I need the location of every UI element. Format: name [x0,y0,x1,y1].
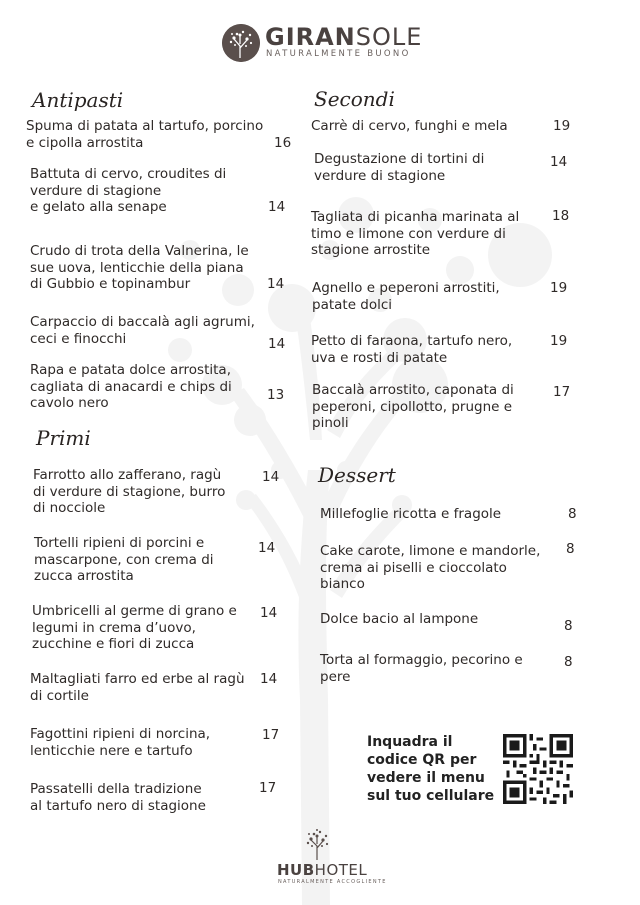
secondi-item-1: Carrè di cervo, funghi e mela [311,118,508,134]
primi-price-1: 14 [262,469,280,485]
dessert-title: Dessert [318,463,396,487]
tree-logo-icon [300,828,334,860]
brand-tagline: NATURALMENTE BUONO [266,49,411,59]
giransole-logo [222,24,422,64]
antipasti-item-3: Crudo di trota della Valnerina, le sue uova, lenticchie della piana di Gubbio e topinambur [30,243,249,292]
secondi-item-5: Petto di faraona, tartufo nero, uva e rosti di patate [311,333,513,366]
antipasti-item-2: Battuta di cervo, croudites di verdure di stagione e gelato alla senape [30,166,227,215]
primi-title: Primi [36,426,91,450]
secondi-item-4: Agnello e peperoni arrostiti, patate dolci [312,280,500,313]
antipasti-item-4: Carpaccio di baccalà agli agrumi, ceci e finocchi [30,314,255,347]
brand-name [265,23,422,51]
secondi-title: Secondi [314,87,395,111]
secondi-item-3: Tagliata di picanha marinata al timo e limone con verdure di stagione arrostite [311,209,520,258]
dessert-price-1: 8 [568,506,577,522]
hub-tagline: NATURALMENTE ACCOGLIENTE [278,879,387,885]
primi-price-3: 14 [260,605,278,621]
dessert-price-3: 8 [564,618,573,634]
dessert-item-4: Torta al formaggio, pecorino e pere [320,652,523,685]
tree-logo-icon [222,24,260,62]
secondi-item-6: Baccalà arrostito, caponata di peperoni, cipollotto, prugne e pinoli [312,382,514,431]
primi-item-4: Maltagliati farro ed erbe al ragù di cortile [30,671,245,704]
antipasti-price-4: 14 [268,336,286,352]
primi-price-2: 14 [258,540,276,556]
antipasti-item-5: Rapa e patata dolce arrostita, cagliata di anacardi e chips di cavolo nero [30,362,232,411]
primi-price-6: 17 [259,780,277,796]
dessert-price-2: 8 [566,541,575,557]
secondi-price-3: 18 [552,208,570,224]
qr-code-icon[interactable] [503,734,573,804]
secondi-price-4: 19 [550,280,568,296]
hubhotel-logo [270,828,387,888]
secondi-price-5: 19 [550,333,568,349]
primi-price-4: 14 [260,671,278,687]
hub-brand-light: HOTEL [314,861,368,879]
primi-item-2: Tortelli ripieni di porcini e mascarpone, con crema di zucca arrostita [34,535,214,584]
primi-item-5: Fagottini ripieni di norcina, lenticchie nere e tartufo [30,726,211,759]
secondi-price-6: 17 [553,384,571,400]
secondi-item-2: Degustazione di tortini di verdure di stagione [314,151,485,184]
antipasti-item-1: Spuma di patata al tartufo, porcino e cipolla arrostita [26,118,264,151]
hub-brand-name [277,861,367,879]
brand-name-light: SOLE [355,23,423,51]
antipasti-price-5: 13 [267,387,285,403]
primi-item-6: Passatelli della tradizione al tartufo nero di stagione [30,781,206,814]
hub-brand-bold: HUB [277,861,315,879]
brand-name-bold: GIRAN [265,23,356,51]
primi-price-5: 17 [262,727,280,743]
antipasti-price-1: 16 [274,135,292,151]
dessert-price-4: 8 [564,654,573,670]
dessert-item-1: Millefoglie ricotta e fragole [320,506,502,522]
primi-item-1: Farrotto allo zafferano, ragù di verdure di stagione, burro di nocciole [33,467,226,516]
antipasti-title: Antipasti [32,88,124,112]
dessert-item-2: Cake carote, limone e mandorle, crema ai piselli e cioccolato bianco [320,543,541,592]
secondi-price-1: 19 [553,118,571,134]
secondi-price-2: 14 [550,154,568,170]
antipasti-price-3: 14 [267,276,285,292]
qr-instructions: Inquadra il codice QR per vedere il menu sul tuo cellulare [367,734,495,804]
primi-item-3: Umbricelli al germe di grano e legumi in crema d’uovo, zucchine e fiori di zucca [32,603,237,652]
antipasti-price-2: 14 [268,199,286,215]
dessert-item-3: Dolce bacio al lampone [320,611,479,627]
